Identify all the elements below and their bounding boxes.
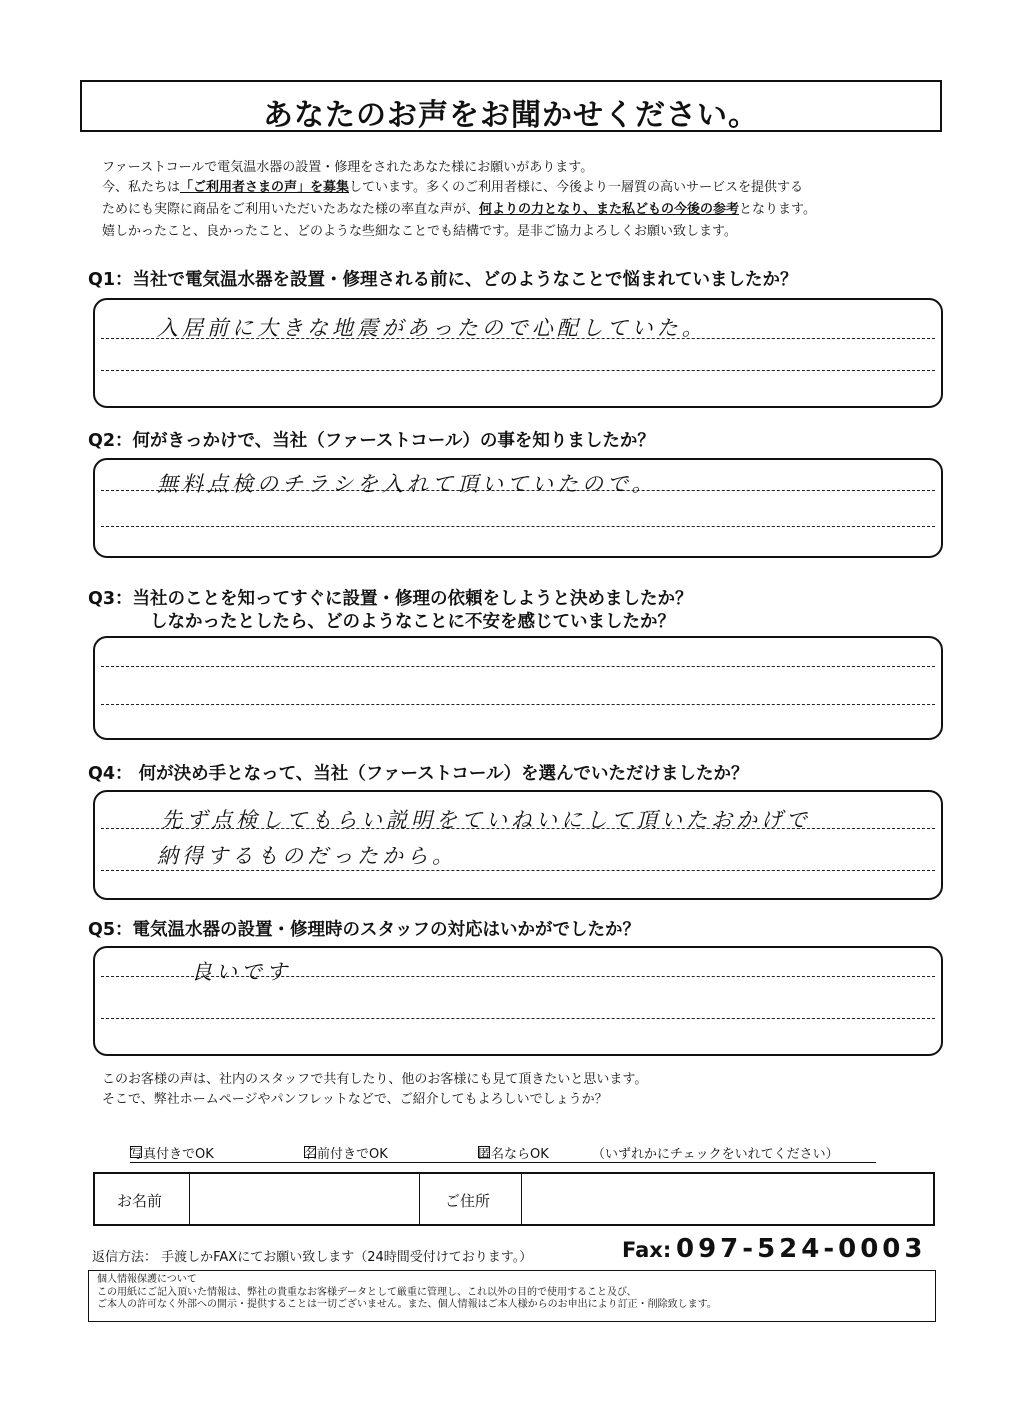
intro-line-3-post: となります。 (739, 202, 816, 217)
answer-box-3[interactable] (93, 636, 943, 740)
writing-line (101, 370, 935, 371)
intro-line-3 (102, 200, 816, 220)
title-box (80, 80, 942, 132)
writing-line (101, 526, 935, 527)
answer-4-line-1: 先ず点検してもらい説明をていねいにして頂いたおかげで (161, 808, 811, 832)
divider (419, 1174, 420, 1224)
consent-option-name-label: 名前付きでOK (304, 1147, 388, 1162)
checkbox[interactable] (478, 1146, 490, 1158)
divider (521, 1174, 522, 1224)
page-title: あなたのお声をお聞かせください。 (263, 98, 759, 133)
intro-line-3-pre: ためにも実際に商品をご利用いただいたあなた様の率直な声が、 (102, 202, 480, 217)
outro-line-1: このお客様の声は、社内のスタッフで共有したり、他のお客様にも見て頂きたいと思います。 (102, 1072, 648, 1087)
question-5: Q5：電気温水器の設置・修理時のスタッフの対応はいかがでしたか？ (88, 920, 641, 940)
writing-line (101, 870, 935, 871)
answer-box-4[interactable] (93, 790, 943, 900)
question-4: Q4： 何が決め手となって、当社（ファーストコール）を選んでいただけましたか？ (88, 764, 749, 784)
outro-line-2: そこで、弊社ホームページやパンフレットなどで、ご紹介してもよろしいでしょうか？ (102, 1092, 608, 1107)
answer-4-line-2: 納得するものだったから。 (157, 844, 457, 868)
address-label: ご住所 (445, 1192, 491, 1210)
consent-note: （いずれかにチェックをいれてください） (592, 1147, 839, 1162)
fax-number: 097-524-0003 (676, 1234, 927, 1264)
answer-box-1[interactable] (93, 298, 943, 408)
privacy-line-2: ご本人の許可なく外部への開示・提供することは一切ございません。また、個人情報はご本人様からのお申出により訂正・削除致します。 (97, 1299, 717, 1310)
consent-option-name[interactable] (304, 1143, 388, 1162)
answer-2-line-1: 無料点検のチラシを入れて頂いていたので。 (157, 472, 657, 496)
reply-method: 返信方法： 手渡しかFAXにてお願い致します（24時間受付けております。） (92, 1250, 533, 1265)
writing-line (101, 666, 935, 667)
consent-option-photo[interactable] (130, 1143, 214, 1162)
address-field[interactable] (523, 1174, 933, 1224)
question-3: Q3：当社のことを知ってすぐに設置・修理の依頼をしようと決めましたか？ (88, 589, 693, 609)
checkbox[interactable] (130, 1146, 142, 1158)
privacy-line-1: この用紙にご記入頂いた情報は、弊社の貴重なお客様データとして厳重に管理し、これ以外の目的で使用すること及び、 (97, 1286, 637, 1298)
privacy-notice (88, 1270, 936, 1322)
name-label: お名前 (117, 1192, 163, 1210)
fax-label: Fax: (622, 1238, 672, 1262)
name-address-table (93, 1172, 935, 1226)
intro-line-2-emphasis: 「ご利用者さまの声」を募集 (180, 180, 350, 195)
intro-line-4: 嬉しかったこと、良かったこと、どのような些細なことでも結構です。是非ご協力よろしくお願い致します。 (102, 224, 737, 239)
answer-box-5[interactable] (93, 946, 943, 1056)
privacy-title: 個人情報保護について (97, 1274, 197, 1285)
intro-line-3-emphasis: 何よりの力となり、また私どもの今後の参考 (479, 202, 740, 217)
intro-line-2-pre: 今、私たちは (102, 180, 181, 195)
consent-options (130, 1140, 876, 1163)
divider (189, 1174, 190, 1224)
intro-line-1: ファーストコールで電気温水器の設置・修理をされたあなた様にお願いがあります。 (102, 160, 594, 175)
answer-box-2[interactable] (93, 458, 943, 558)
checkbox[interactable] (304, 1146, 316, 1158)
question-1: Q1：当社で電気温水器を設置・修理される前に、どのようなことで悩まれていましたか？ (88, 270, 798, 290)
intro-line-2 (102, 178, 803, 198)
consent-option-photo-label: 写真付きでOK (130, 1147, 214, 1162)
question-2: Q2：何がきっかけで、当社（ファーストコール）の事を知りましたか？ (88, 431, 655, 451)
answer-5-line-1: 良いです (191, 960, 291, 984)
writing-line (101, 1018, 935, 1019)
writing-line (101, 704, 935, 705)
answer-1-line-1: 入居前に大きな地震があったので心配していた。 (157, 316, 707, 340)
consent-option-anonymous-label: 匿名ならOK (478, 1147, 549, 1162)
question-3-line-2: しなかったとしたら、どのようなことに不安を感じていましたか？ (150, 612, 675, 632)
intro-line-2-post: しています。多くのご利用者様に、今後より一層質の高いサービスを提供する (349, 180, 803, 195)
consent-option-anonymous[interactable] (478, 1143, 549, 1162)
